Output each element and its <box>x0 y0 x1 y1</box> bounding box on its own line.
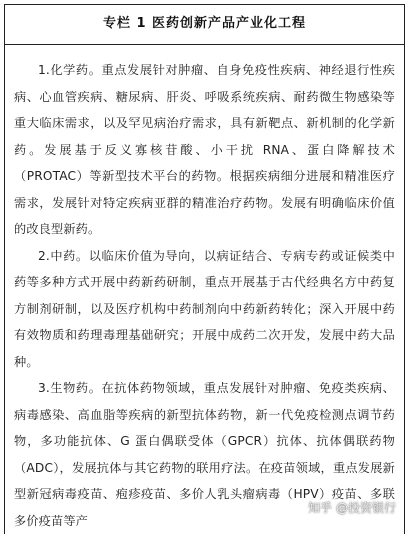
paragraph-chemical-drugs: 1.化学药。重点发展针对肿瘤、自身免疫性疾病、神经退行性疾病、心血管疾病、糖尿病、肝炎、呼吸系统疾病、耐药微生物感染等重大临床需求，以及罕见病治疗需求，具有新靶点、新机制的化学新药。发展基于反义寡核苷酸、小干扰 RNA、蛋白降解技术（PROTAC）等新型技术平台的药物。根据疾病细分进展和精准医疗需求，发展针对特定疾病亚群的精准治疗药物。发展有明确临床价值的改良型新药。 <box>14 63 395 236</box>
column-content <box>5 45 404 534</box>
paragraph-chinese-medicine: 2.中药。以临床价值为导向，以病证结合、专病专药或证候类中药等多种方式开展中药新药研制，重点开展基于古代经典名方中药复方制剂研制，以及医疗机构中药制剂向中药新药转化；深入开展中药有效物质和药理毒理基础研究；开展中成药二次开发，发展中药大品种。 <box>14 248 395 369</box>
paragraph-biological-drugs: 3.生物药。在抗体药物领域，重点发展针对肿瘤、免疫类疾病、病毒感染、高血脂等疾病的新型抗体药物，新一代免疫检测点调节药物，多功能抗体、G 蛋白偶联受体（GPCR）抗体、抗体偶联药物（ADC），发展抗体与其它药物的联用疗法。在疫苗领域，重点发展新型新冠病毒疫苗、疱疹疫苗、多价人乳头瘤病毒（HPV）疫苗、多联多价疫苗等产 <box>14 381 395 528</box>
column-title: 专栏 1 医药创新产品产业化工程 <box>5 5 404 45</box>
zhihu-watermark: 知乎 @投资银行 <box>308 501 396 515</box>
column-box <box>4 4 405 534</box>
